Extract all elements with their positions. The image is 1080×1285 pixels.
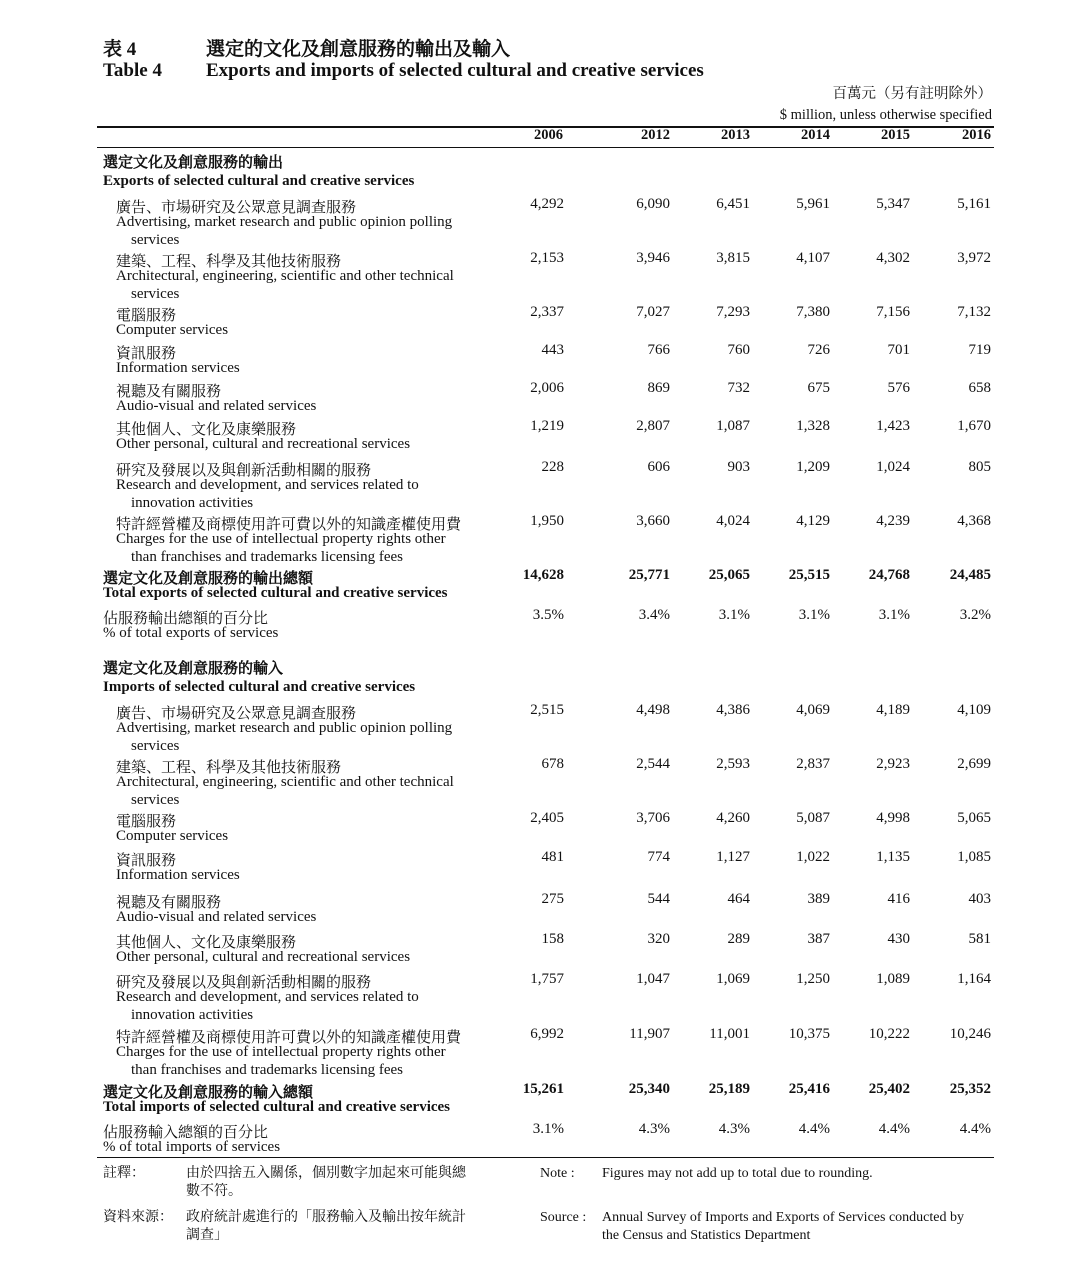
value-cell: 4,292 — [530, 196, 564, 212]
row-label-english: Advertising, market research and public opinion polling — [116, 720, 453, 736]
table-title-english — [103, 60, 704, 82]
row-label-chinese: 其他個人、文化及康樂服務 — [116, 935, 297, 951]
value-cell: 1,757 — [530, 971, 564, 987]
value-cell: 24,485 — [949, 567, 991, 583]
row-label-english: Audio-visual and related services — [116, 909, 317, 925]
row-label-english: Computer services — [116, 828, 229, 844]
value-cell: 1,089 — [876, 971, 910, 987]
value-cell: 5,347 — [876, 196, 910, 212]
row-label-english: Research and development, and services related to — [116, 477, 419, 493]
value-cell: 1,085 — [957, 849, 991, 865]
value-cell: 1,423 — [876, 418, 910, 434]
note-text-chinese: 由於四捨五入關係，個別數字加起來可能與總 數不符。 — [186, 1166, 466, 1199]
value-cell: 4.3% — [638, 1121, 670, 1137]
year-header: 2012 — [641, 127, 670, 143]
value-cell: 3,660 — [636, 513, 670, 529]
value-cell: 4,386 — [716, 702, 750, 718]
value-cell: 1,950 — [530, 513, 564, 529]
row-label-chinese: 視聽及有關服務 — [116, 895, 222, 911]
bottom-rule — [97, 1157, 994, 1158]
value-cell: 4,302 — [876, 250, 910, 266]
row-label-chinese: 特許經營權及商標使用許可費以外的知識產權使用費 — [116, 1030, 462, 1046]
row-label-chinese: 選定文化及創意服務的輸出總額 — [103, 571, 314, 587]
value-cell: 4.3% — [718, 1121, 750, 1137]
row-label-english: Charges for the use of intellectual property rights other — [116, 531, 446, 547]
value-cell: 4,239 — [876, 513, 910, 529]
value-cell: 2,405 — [530, 810, 564, 826]
value-cell: 25,515 — [788, 567, 830, 583]
row-label-chinese: 資訊服務 — [116, 346, 177, 362]
value-cell: 14,628 — [522, 567, 564, 583]
row-label-english: Advertising, market research and public opinion polling — [116, 214, 453, 230]
value-cell: 2,515 — [530, 702, 564, 718]
value-cell: 2,337 — [530, 304, 564, 320]
row-label-english-continued: services — [131, 792, 180, 808]
value-cell: 158 — [541, 931, 564, 947]
row-label-english-continued: than franchises and trademarks licensing fees — [131, 1062, 403, 1078]
row-label-english: Research and development, and services related to — [116, 989, 419, 1005]
value-cell: 481 — [541, 849, 564, 865]
value-cell: 1,209 — [796, 459, 830, 475]
value-cell: 701 — [887, 342, 910, 358]
value-cell: 576 — [887, 380, 910, 396]
value-cell: 4.4% — [878, 1121, 910, 1137]
value-cell: 606 — [647, 459, 670, 475]
row-label-english-continued: than franchises and trademarks licensing fees — [131, 549, 403, 565]
value-cell: 732 — [727, 380, 750, 396]
unit-note-english: $ million, unless otherwise specified — [779, 107, 992, 123]
value-cell: 6,090 — [636, 196, 670, 212]
value-cell: 5,065 — [957, 810, 991, 826]
row-label-chinese: 研究及發展以及與創新活動相關的服務 — [116, 463, 372, 479]
row-label-chinese: 建築、工程、科學及其他技術服務 — [116, 760, 342, 776]
year-header: 2006 — [534, 127, 563, 143]
value-cell: 24,768 — [868, 567, 910, 583]
value-cell: 6,992 — [530, 1026, 564, 1042]
note-label-english: Note : — [540, 1166, 575, 1181]
value-cell: 4,024 — [716, 513, 750, 529]
value-cell: 25,771 — [628, 567, 670, 583]
value-cell: 228 — [541, 459, 564, 475]
value-cell: 3,815 — [716, 250, 750, 266]
row-label-english: Other personal, cultural and recreational services — [116, 949, 411, 965]
value-cell: 464 — [727, 891, 750, 907]
value-cell: 320 — [647, 931, 670, 947]
value-cell: 4,189 — [876, 702, 910, 718]
row-label-english: Architectural, engineering, scientific and other technical — [116, 268, 454, 284]
row-label-english-continued: services — [131, 232, 180, 248]
value-cell: 1,069 — [716, 971, 750, 987]
value-cell: 1,022 — [796, 849, 830, 865]
value-cell: 416 — [887, 891, 910, 907]
value-cell: 2,837 — [796, 756, 830, 772]
value-cell: 5,161 — [957, 196, 991, 212]
value-cell: 3.1% — [878, 607, 910, 623]
value-cell: 3.5% — [532, 607, 564, 623]
value-cell: 7,380 — [796, 304, 830, 320]
row-label-chinese: 其他個人、文化及康樂服務 — [116, 422, 297, 438]
value-cell: 1,328 — [796, 418, 830, 434]
value-cell: 3,706 — [636, 810, 670, 826]
value-cell: 7,293 — [716, 304, 750, 320]
value-cell: 774 — [647, 849, 670, 865]
unit-note-chinese: 百萬元（另有註明除外） — [832, 86, 992, 102]
value-cell: 760 — [727, 342, 750, 358]
value-cell: 5,087 — [796, 810, 830, 826]
row-label-chinese: 佔服務輸入總額的百分比 — [103, 1125, 269, 1141]
source-text-english: Annual Survey of Imports and Exports of Services conducted by the Census and Statistics Department — [602, 1210, 964, 1243]
value-cell: 15,261 — [522, 1081, 564, 1097]
value-cell: 7,132 — [957, 304, 991, 320]
section-heading-english: Imports of selected cultural and creative services — [103, 679, 416, 695]
section-heading-chinese: 選定文化及創意服務的輸出 — [103, 155, 284, 171]
value-cell: 1,219 — [530, 418, 564, 434]
year-header: 2015 — [881, 127, 910, 143]
value-cell: 1,135 — [876, 849, 910, 865]
row-label-chinese: 佔服務輸出總額的百分比 — [103, 611, 269, 627]
row-label-english: Information services — [116, 867, 240, 883]
row-label-english: Information services — [116, 360, 240, 376]
value-cell: 4,498 — [636, 702, 670, 718]
row-label-chinese: 建築、工程、科學及其他技術服務 — [116, 254, 342, 270]
value-cell: 4.4% — [959, 1121, 991, 1137]
value-cell: 2,006 — [530, 380, 564, 396]
value-cell: 2,923 — [876, 756, 910, 772]
value-cell: 11,907 — [629, 1026, 670, 1042]
table-title-chinese-text: 選定的文化及創意服務的輸出及輸入 — [206, 39, 511, 60]
value-cell: 275 — [541, 891, 564, 907]
value-cell: 3,946 — [636, 250, 670, 266]
row-label-english: % of total exports of services — [103, 625, 279, 641]
value-cell: 5,961 — [796, 196, 830, 212]
value-cell: 1,670 — [957, 418, 991, 434]
value-cell: 6,451 — [716, 196, 750, 212]
value-cell: 10,222 — [868, 1026, 910, 1042]
value-cell: 25,189 — [708, 1081, 750, 1097]
value-cell: 3,972 — [957, 250, 991, 266]
value-cell: 4,107 — [796, 250, 830, 266]
value-cell: 903 — [727, 459, 750, 475]
section-heading-chinese: 選定文化及創意服務的輸入 — [103, 661, 284, 677]
value-cell: 678 — [541, 756, 564, 772]
row-label-chinese: 研究及發展以及與創新活動相關的服務 — [116, 975, 372, 991]
value-cell: 869 — [647, 380, 670, 396]
year-header: 2013 — [721, 127, 750, 143]
value-cell: 387 — [807, 931, 830, 947]
table-number-chinese: 表 4 — [103, 39, 137, 60]
note-label-chinese: 註釋： — [103, 1166, 145, 1181]
source-text-chinese: 政府統計處進行的「服務輸入及輸出按年統計 調查」 — [186, 1210, 466, 1243]
value-cell: 4,069 — [796, 702, 830, 718]
value-cell: 4,260 — [716, 810, 750, 826]
value-cell: 4,998 — [876, 810, 910, 826]
value-cell: 4.4% — [798, 1121, 830, 1137]
value-cell: 544 — [647, 891, 670, 907]
row-label-english: Total exports of selected cultural and creative services — [103, 585, 448, 601]
value-cell: 766 — [647, 342, 670, 358]
row-label-english-continued: services — [131, 738, 180, 754]
value-cell: 1,164 — [957, 971, 991, 987]
row-label-english-continued: innovation activities — [131, 495, 254, 511]
value-cell: 11,001 — [709, 1026, 750, 1042]
value-cell: 4,109 — [957, 702, 991, 718]
header-rule — [97, 147, 994, 148]
value-cell: 25,352 — [949, 1081, 991, 1097]
source-label-english: Source : — [540, 1210, 587, 1225]
value-cell: 25,065 — [708, 567, 750, 583]
value-cell: 7,027 — [636, 304, 670, 320]
row-label-chinese: 特許經營權及商標使用許可費以外的知識產權使用費 — [116, 517, 462, 533]
value-cell: 726 — [807, 342, 830, 358]
value-cell: 289 — [727, 931, 750, 947]
value-cell: 2,593 — [716, 756, 750, 772]
value-cell: 4,129 — [796, 513, 830, 529]
table-title-chinese — [103, 34, 510, 61]
row-label-english-continued: services — [131, 286, 180, 302]
row-label-chinese: 廣告、市場研究及公眾意見調查服務 — [116, 706, 357, 722]
value-cell: 1,250 — [796, 971, 830, 987]
row-label-chinese: 廣告、市場研究及公眾意見調查服務 — [116, 200, 357, 216]
table-number-english: Table 4 — [103, 60, 162, 81]
value-cell: 1,024 — [876, 459, 910, 475]
table-title-english-text: Exports and imports of selected cultural and creative services — [206, 60, 704, 81]
value-cell: 2,807 — [636, 418, 670, 434]
row-label-english: Other personal, cultural and recreational services — [116, 436, 411, 452]
value-cell: 675 — [807, 380, 830, 396]
value-cell: 1,127 — [716, 849, 750, 865]
value-cell: 3.1% — [718, 607, 750, 623]
row-label-chinese: 電腦服務 — [116, 814, 177, 830]
row-label-english: % of total imports of services — [103, 1139, 281, 1155]
row-label-english: Architectural, engineering, scientific and other technical — [116, 774, 454, 790]
value-cell: 25,340 — [628, 1081, 670, 1097]
row-label-chinese: 電腦服務 — [116, 308, 177, 324]
value-cell: 389 — [807, 891, 830, 907]
value-cell: 2,699 — [957, 756, 991, 772]
value-cell: 25,416 — [788, 1081, 830, 1097]
value-cell: 581 — [968, 931, 991, 947]
section-heading-english: Exports of selected cultural and creative services — [103, 173, 415, 189]
value-cell: 2,544 — [636, 756, 670, 772]
value-cell: 3.1% — [532, 1121, 564, 1137]
value-cell: 3.1% — [798, 607, 830, 623]
value-cell: 1,087 — [716, 418, 750, 434]
row-label-english: Charges for the use of intellectual property rights other — [116, 1044, 446, 1060]
value-cell: 430 — [887, 931, 910, 947]
value-cell: 443 — [541, 342, 564, 358]
row-label-english: Total imports of selected cultural and creative services — [103, 1099, 451, 1115]
value-cell: 10,246 — [949, 1026, 991, 1042]
value-cell: 10,375 — [788, 1026, 830, 1042]
value-cell: 4,368 — [957, 513, 991, 529]
row-label-english: Audio-visual and related services — [116, 398, 317, 414]
year-header: 2014 — [801, 127, 830, 143]
value-cell: 805 — [968, 459, 991, 475]
value-cell: 719 — [968, 342, 991, 358]
note-text-english: Figures may not add up to total due to rounding. — [602, 1166, 873, 1181]
year-header: 2016 — [962, 127, 991, 143]
value-cell: 25,402 — [868, 1081, 910, 1097]
row-label-chinese: 資訊服務 — [116, 853, 177, 869]
value-cell: 3.2% — [959, 607, 991, 623]
value-cell: 3.4% — [638, 607, 670, 623]
source-label-chinese: 資料來源： — [103, 1210, 173, 1225]
value-cell: 658 — [968, 380, 991, 396]
value-cell: 403 — [968, 891, 991, 907]
value-cell: 2,153 — [530, 250, 564, 266]
row-label-chinese: 視聽及有關服務 — [116, 384, 222, 400]
row-label-english-continued: innovation activities — [131, 1007, 254, 1023]
value-cell: 1,047 — [636, 971, 670, 987]
row-label-english: Computer services — [116, 322, 229, 338]
value-cell: 7,156 — [876, 304, 910, 320]
row-label-chinese: 選定文化及創意服務的輸入總額 — [103, 1085, 314, 1101]
